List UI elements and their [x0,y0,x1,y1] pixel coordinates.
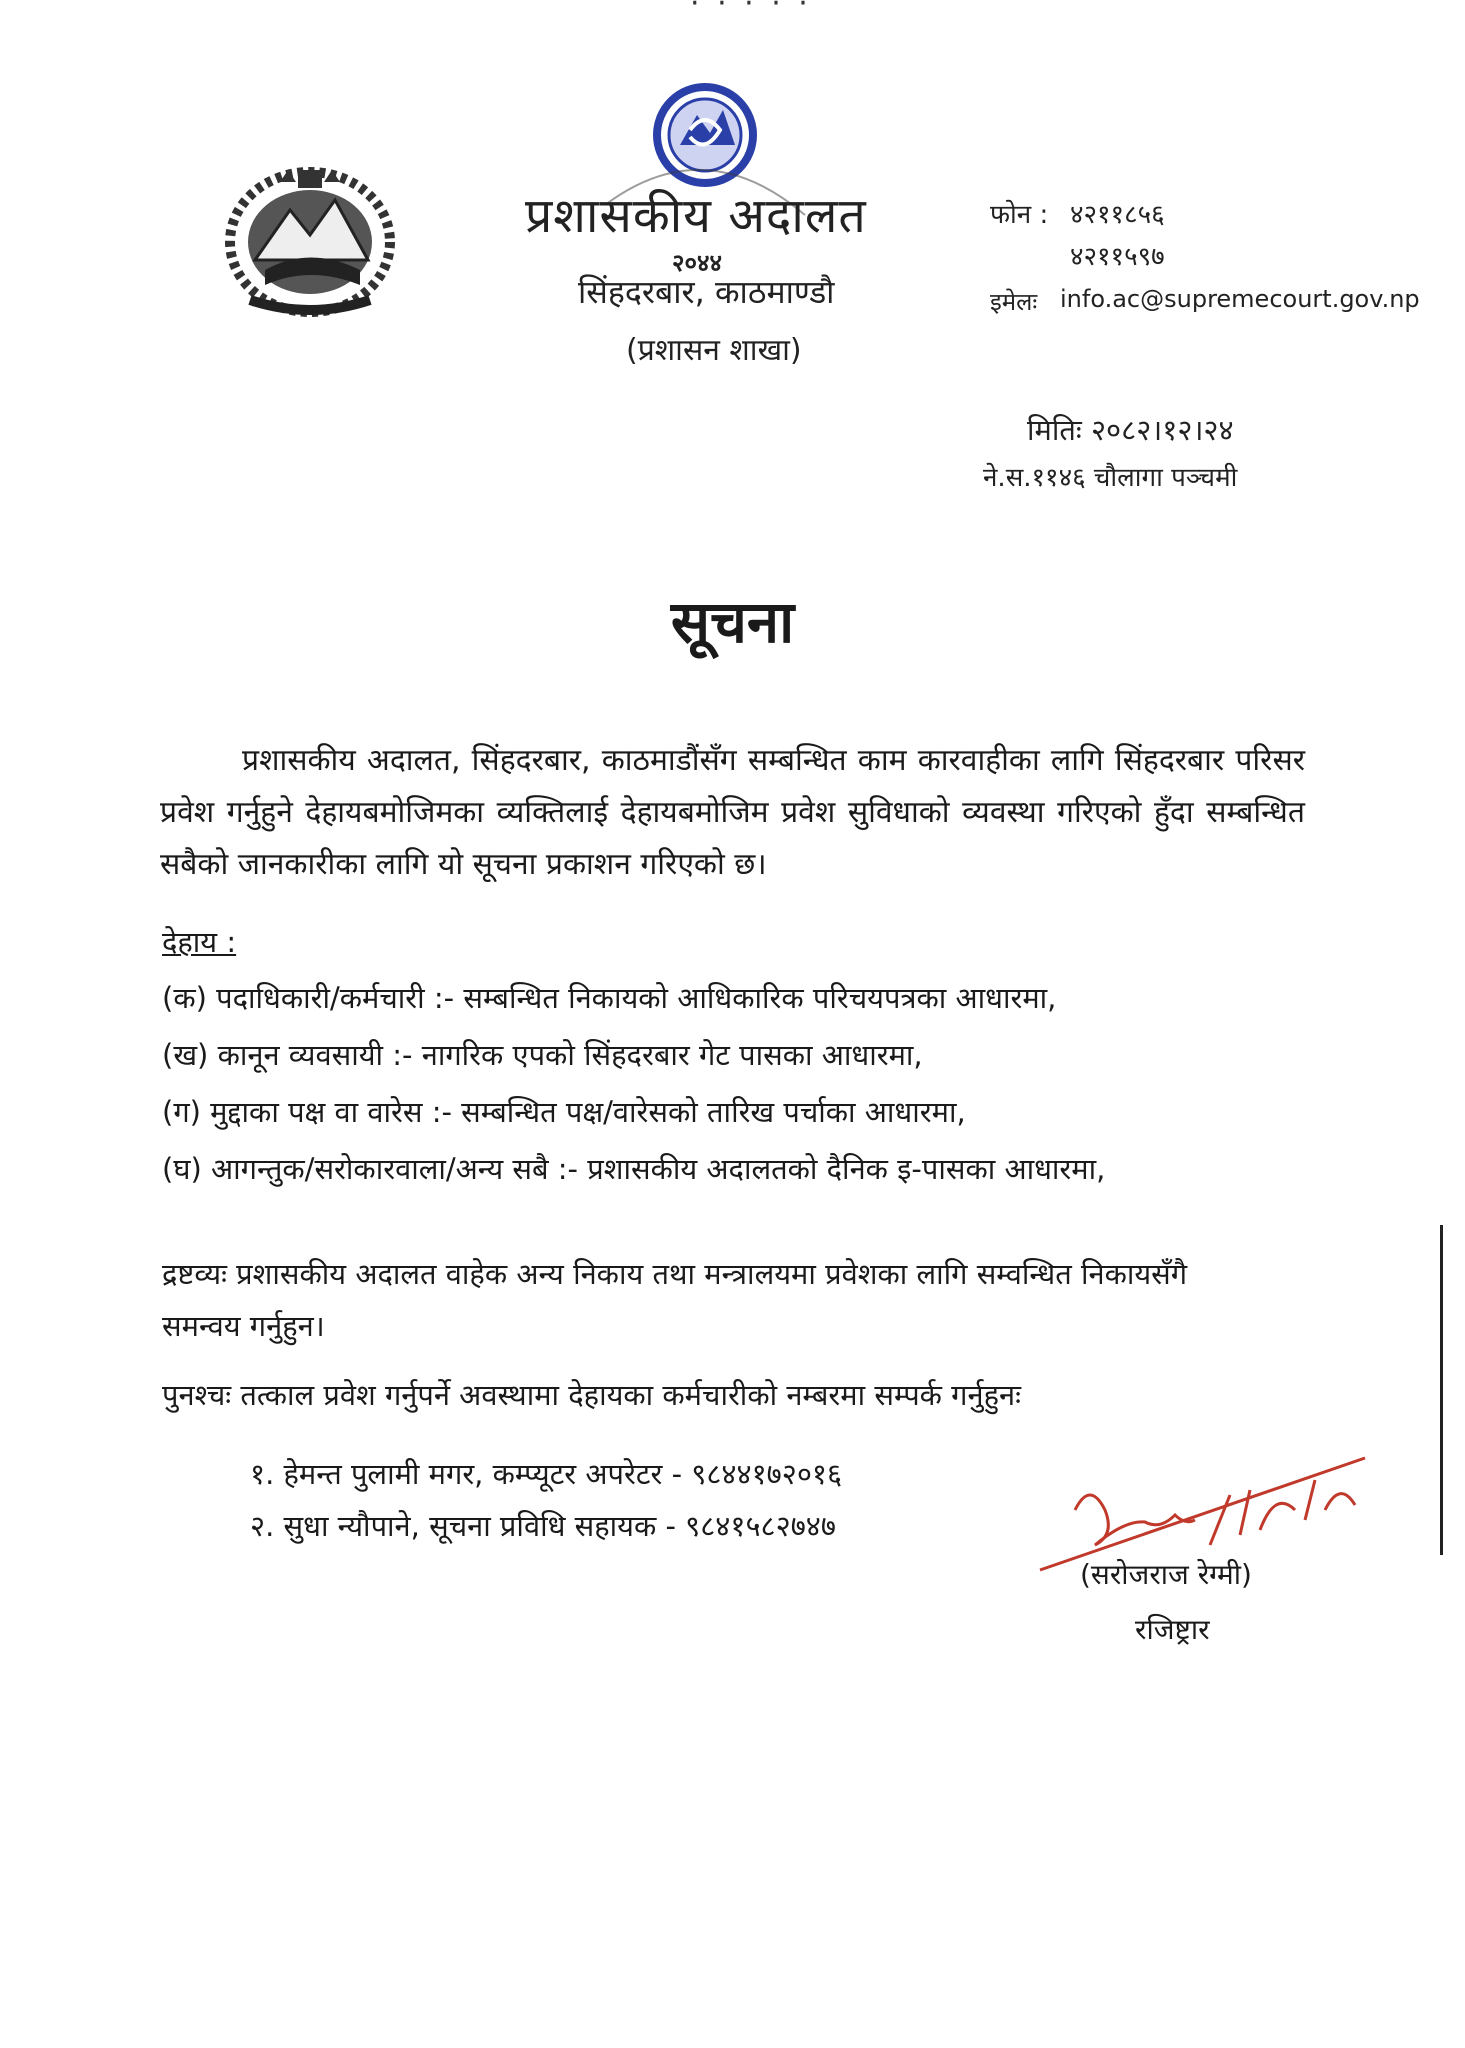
postscript-text: तत्काल प्रवेश गर्नुपर्ने अवस्थामा देहायका कर्मचारीको नम्बरमा सम्पर्क गर्नुहुनः [240,1378,1021,1412]
list-item: (क) पदाधिकारी/कर्मचारी :- सम्बन्धित निकायको आधिकारिक परिचयपत्रका आधारमा, [162,981,1057,1015]
office-name: प्रशासकीय अदालत [525,188,867,244]
notice-date: मितिः २०८२।१२।२४ [1027,413,1234,447]
signatory-name: (सरोजराज रेग्मी) [1080,1558,1252,1591]
list-item: (ख) कानून व्यवसायी :- नागरिक एपको सिंहदरबार गेट पासका आधारमा, [162,1038,923,1072]
list-heading: देहाय : [162,925,237,959]
adjacent-page-edge [1440,1225,1465,1555]
contact-item: २. सुधा न्यौपाने, सूचना प्रविधि सहायक - ९८४१५८२७४७ [250,1509,836,1543]
nepal-sambat-date: ने.स.११४६ चौलागा पञ्चमी [983,463,1238,493]
email-address: info.ac@supremecourt.gov.np [1060,285,1420,313]
signatory-title: रजिष्ट्रार [1135,1613,1210,1646]
nepal-emblem-icon [210,150,410,330]
note-label: द्रष्टव्यः [162,1257,227,1291]
note-paragraph [162,1248,1252,1352]
entry-list [162,970,1105,1198]
phone-number-1: ४२११८५६ [1070,200,1165,230]
branch-name: (प्रशासन शाखा) [626,333,802,368]
established-year: २०४४ [672,249,722,277]
postscript-label: पुनश्चः [162,1378,232,1412]
contact-list [250,1448,842,1552]
cropped-top-text: · · · · · [690,0,812,21]
notice-title: सूचना [670,588,795,656]
postscript [162,1375,1021,1414]
email-label: इमेलः [990,288,1038,316]
list-item: (घ) आगन्तुक/सरोकारवाला/अन्य सबै :- प्रशासकीय अदालतको दैनिक इ-पासका आधारमा, [162,1152,1106,1186]
office-address: सिंहदरबार, काठमाण्डौ [578,273,835,311]
notice-body: प्रशासकीय अदालत, सिंहदरबार, काठमाडौंसँग सम्बन्धित काम कारवाहीका लागि सिंहदरबार परिसर प्रवेश गर्नुहुने देहायबमोजिमका व्यक्तिलाई देहायबमोजिम प्रवेश सुविधाको व्यवस्था गरिएको हुँदा सम्बन्धित सबैको जानकारीका लागि यो सूचना प्रकाशन गरिएको छ। [160,743,1305,882]
note-text: प्रशासकीय अदालत वाहेक अन्य निकाय तथा मन्त्रालयमा प्रवेशका लागि सम्वन्धित निकायसँगै समन्वय गर्नुहुन। [162,1257,1188,1343]
phone-number-2: ४२११५९७ [1070,242,1165,272]
phone-label: फोन : [990,200,1049,230]
list-item: (ग) मुद्दाका पक्ष वा वारेस :- सम्बन्धित पक्ष/वारेसको तारिख पर्चाका आधारमा, [162,1095,966,1129]
contact-item: १. हेमन्त पुलामी मगर, कम्प्यूटर अपरेटर - ९८४४१७२०१६ [250,1457,843,1491]
